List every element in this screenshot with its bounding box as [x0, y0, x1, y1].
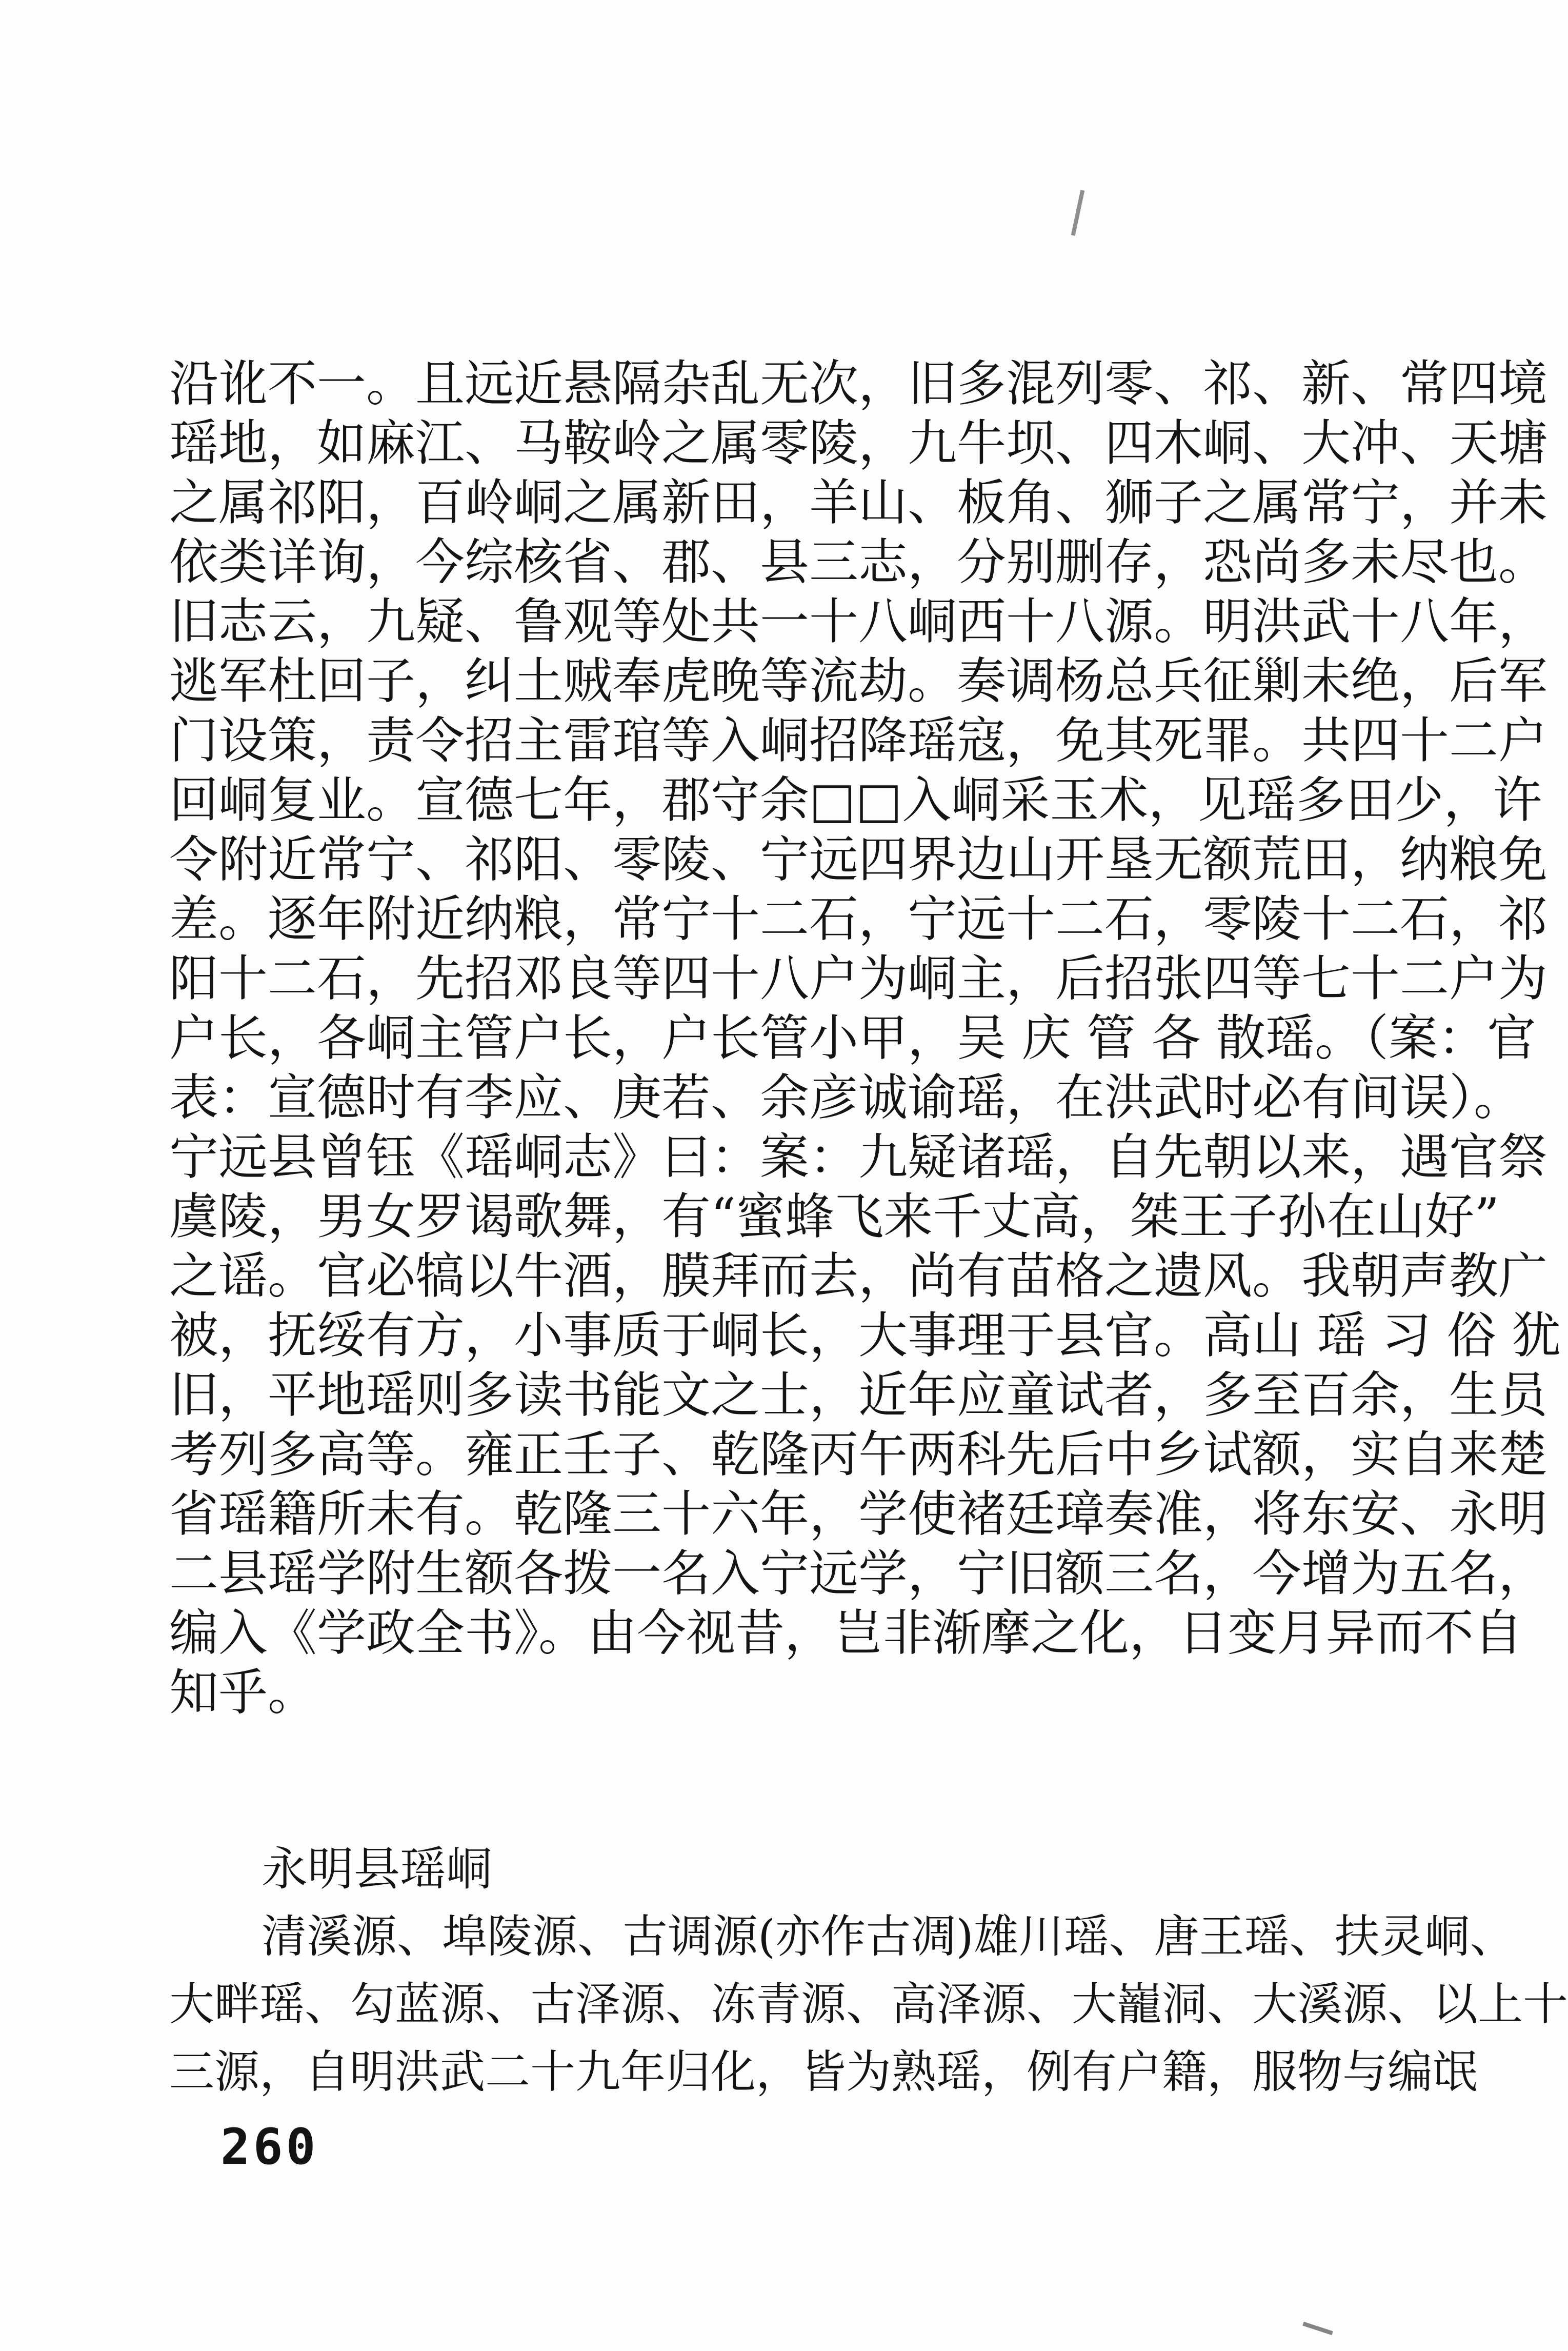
text-line: 考列多高等。雍正壬子、乾隆丙午两科先后中乡试额，实自来楚 — [169, 1426, 1547, 1483]
text-line: 虞陵，男女罗谒歌舞，有“蜜蜂飞来千丈高，桀王子孙在山好” — [169, 1188, 1500, 1245]
text-line: 逃军杜回子，纠土贼奉虎晚等流劫。奏调杨总兵征剿未绝，后军 — [169, 652, 1547, 710]
text-line: 瑶地，如麻江、马鞍岭之属零陵，九牛坝、四木峒、大冲、天塘 — [169, 414, 1547, 472]
text-line: 被，抚绥有方，小事质于峒长，大事理于县官。高山 瑶 习 俗 犹 — [169, 1307, 1561, 1364]
corner-mark — [1302, 2322, 1333, 2335]
text-line: 旧志云，九疑、鲁观等处共一十八峒西十八源。明洪武十八年， — [169, 593, 1547, 650]
text-line: 阳十二石，先招邓良等四十八户为峒主，后招张四等七十二户为 — [169, 950, 1547, 1007]
yongming-section — [169, 1836, 1568, 2106]
text-line: 门设策，责令招主雷琯等入峒招降瑶寇，免其死罪。共四十二户 — [169, 712, 1547, 769]
margin-pencil-mark — [1071, 190, 1085, 236]
text-line: 清溪源、埠陵源、古调源(亦作古凋)雄川瑶、唐王瑶、扶灵峒、 — [262, 1910, 1515, 1963]
text-line: 差。逐年附近纳粮，常宁十二石，宁远十二石，零陵十二石，祁 — [169, 890, 1547, 948]
text-line: 旧，平地瑶则多读书能文之士，近年应童试者，多至百余，生员 — [169, 1366, 1547, 1424]
main-paragraph — [169, 354, 1561, 1722]
text-line: 三源，自明洪武二十九年归化，皆为熟瑶，例有户籍，服物与编氓 — [169, 2045, 1478, 2098]
text-line: 大畔瑶、勾蓝源、古泽源、冻青源、高泽源、大巃洞、大溪源、以上十 — [169, 1978, 1568, 2030]
text-line: 回峒复业。宣德七年，郡守余□□入峒采玉术，见瑶多田少，许 — [169, 771, 1542, 829]
section-heading: 永明县瑶峒 — [262, 1842, 492, 1896]
text-line: 依类详询，今综核省、郡、县三志，分别删存，恐尚多未尽也。 — [169, 533, 1547, 591]
text-line: 沿讹不一。且远近悬隔杂乱无次，旧多混列零、祁、新、常四境 — [169, 355, 1547, 412]
text-line: 之谣。官必犒以牛酒，膜拜而去，尚有苗格之遗风。我朝声教广 — [169, 1247, 1547, 1305]
text-line: 知乎。 — [169, 1664, 317, 1721]
text-line: 户长，各峒主管户长，户长管小甲，吴 庆 管 各 散瑶。（案：官 — [169, 1009, 1537, 1067]
text-line: 令附近常宁、祁阳、零陵、宁远四界边山开垦无额荒田，纳粮免 — [169, 831, 1547, 888]
page-number: 260 — [220, 2118, 319, 2176]
text-line: 二县瑶学附生额各拨一名入宁远学，宁旧额三名，今增为五名， — [169, 1545, 1547, 1602]
text-line: 省瑶籍所未有。乾隆三十六年，学使褚廷璋奏准，将东安、永明 — [169, 1485, 1547, 1543]
text-line: 表：宣德时有李应、庚若、余彦诚谕瑶，在洪武时必有间误）。 — [169, 1069, 1523, 1126]
text-line: 宁远县曾钰《瑶峒志》曰：案：九疑诸瑶，自先朝以来，遇官祭 — [169, 1128, 1547, 1186]
text-line: 之属祁阳，百岭峒之属新田，羊山、板角、狮子之属常宁，并未 — [169, 474, 1547, 531]
text-line: 编入《学政全书》。由今视昔，岂非渐摩之化，日变月异而不自 — [169, 1604, 1523, 1662]
